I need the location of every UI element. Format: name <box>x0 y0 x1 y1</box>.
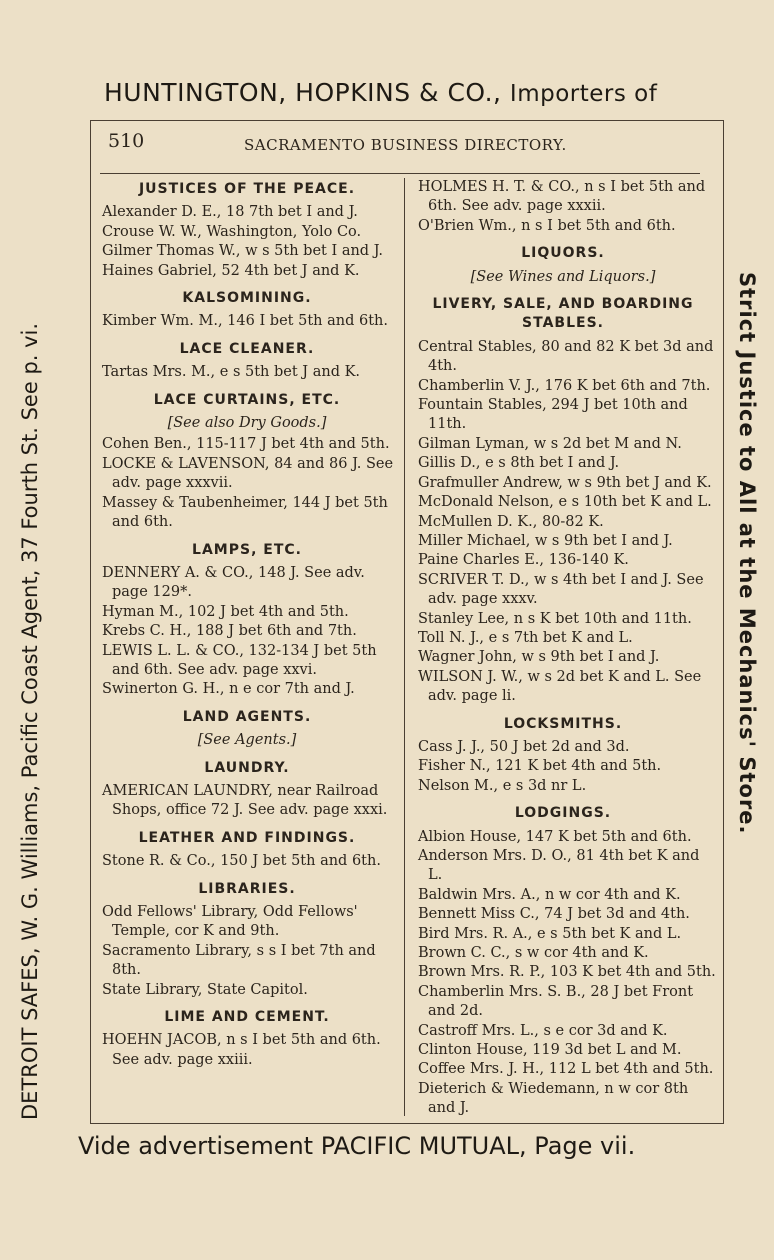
directory-entry: Bennett Miss C., 74 J bet 3d and 4th. <box>418 906 690 923</box>
section-heading: LAUNDRY. <box>204 759 290 776</box>
directory-entry: Paine Charles E., 136-140 K. <box>418 552 629 569</box>
directory-entry: Haines Gabriel, 52 4th bet J and K. <box>102 262 360 279</box>
directory-entry: WILSON J. W., w s 2d bet K and L. See adv. page li. <box>418 668 702 705</box>
directory-entry: Hyman M., 102 J bet 4th and 5th. <box>102 603 349 620</box>
directory-entry: HOEHN JACOB, n s I bet 5th and 6th. See adv. page xxiii. <box>102 1032 381 1068</box>
section-heading: LIME AND CEMENT. <box>164 1009 330 1026</box>
directory-entry: Fountain Stables, 294 J bet 10th and 11th. <box>418 397 688 433</box>
directory-entry: Central Stables, 80 and 82 K bet 3d and 4th. <box>418 338 714 375</box>
directory-entry: Bird Mrs. R. A., e s 5th bet K and L. <box>418 925 682 942</box>
directory-entry: Dieterich & Wiedemann, n w cor 8th and J. <box>418 1080 689 1117</box>
directory-entry: DENNERY A. & CO., 148 J. See adv. page 129*. <box>102 564 365 601</box>
directory-entry: Nelson M., e s 3d nr L. <box>418 777 587 794</box>
directory-entry: Gilmer Thomas W., w s 5th bet I and J. <box>102 243 383 260</box>
directory-entry: LOCKE & LAVENSON, 84 and 86 J. See adv. page xxxvii. <box>102 455 394 492</box>
directory-entry: Chamberlin V. J., 176 K bet 6th and 7th. <box>418 377 711 394</box>
directory-entry: SCRIVER T. D., w s 4th bet I and J. See adv. page xxxv. <box>418 571 704 608</box>
top-banner-main: HUNTINGTON, HOPKINS & CO., <box>104 78 502 107</box>
section-heading: LIVERY, SALE, AND BOARDING STABLES. <box>432 296 694 332</box>
directory-entry: Coffee Mrs. J. H., 112 L bet 4th and 5th. <box>418 1061 714 1078</box>
directory-entry: Odd Fellows' Library, Odd Fellows' Temple, cor K and 9th. <box>102 904 358 940</box>
directory-entry: Clinton House, 119 3d bet L and M. <box>418 1042 682 1059</box>
section-heading: LOCKSMITHS. <box>503 715 623 732</box>
section-heading: LACE CLEANER. <box>179 340 315 357</box>
section-heading: LAND AGENTS. <box>182 708 312 725</box>
section-heading: LAMPS, ETC. <box>192 541 302 558</box>
directory-entry: Stone R. & Co., 150 J bet 5th and 6th. <box>102 853 381 870</box>
directory-entry: Baldwin Mrs. A., n w cor 4th and K. <box>418 886 681 903</box>
directory-entry: Tartas Mrs. M., e s 5th bet J and K. <box>102 364 361 381</box>
page-number: 510 <box>108 130 145 152</box>
section-heading: LEATHER AND FINDINGS. <box>138 829 356 846</box>
directory-entry: Anderson Mrs. D. O., 81 4th bet K and L. <box>418 848 700 884</box>
directory-entry: Massey & Taubenheimer, 144 J bet 5th and 6th. <box>102 494 388 531</box>
section-heading: LIBRARIES. <box>198 880 296 897</box>
right-advertisement-banner: Strict Justice to All at the Mechanics' Store. <box>735 272 759 835</box>
section-cross-reference: [See Agents.] <box>197 732 297 749</box>
directory-entry: O'Brien Wm., n s I bet 5th and 6th. <box>418 217 676 234</box>
directory-entry: McMullen D. K., 80-82 K. <box>418 513 604 530</box>
section-cross-reference: [See also Dry Goods.] <box>167 415 327 432</box>
directory-entry: HOLMES H. T. & CO., n s I bet 5th and 6th. See adv. page xxxii. <box>418 179 706 215</box>
directory-entry: McDonald Nelson, e s 10th bet K and L. <box>418 494 712 511</box>
section-heading: LIQUORS. <box>521 245 605 262</box>
directory-entry: Kimber Wm. M., 146 I bet 5th and 6th. <box>102 313 388 330</box>
section-heading: JUSTICES OF THE PEACE. <box>138 181 356 197</box>
column-divider <box>404 178 405 1116</box>
section-cross-reference: [See Wines and Liquors.] <box>470 268 656 285</box>
directory-entry: Brown C. C., s w cor 4th and K. <box>418 945 649 962</box>
directory-entry: Castroff Mrs. L., s e cor 3d and K. <box>418 1022 668 1039</box>
directory-entry: Gillis D., e s 8th bet I and J. <box>418 455 620 472</box>
directory-entry: LEWIS L. L. & CO., 132-134 J bet 5th and 6th. See adv. page xxvi. <box>102 642 377 678</box>
directory-entry: Miller Michael, w s 9th bet I and J. <box>418 532 673 549</box>
directory-entry: Grafmuller Andrew, w s 9th bet J and K. <box>418 474 712 491</box>
directory-entry: Gilman Lyman, w s 2d bet M and N. <box>418 435 682 452</box>
right-column <box>410 178 716 1119</box>
directory-entry: AMERICAN LAUNDRY, near Railroad Shops, office 72 J. See adv. page xxxi. <box>102 782 388 819</box>
left-advertisement-banner: DETROIT SAFES, W. G. Williams, Pacific Coast Agent, 37 Fourth St. See p. vi. <box>18 322 42 1120</box>
directory-entry: Chamberlin Mrs. S. B., 28 J bet Front and 2d. <box>418 983 694 1020</box>
directory-entry: Toll N. J., e s 7th bet K and L. <box>418 629 633 646</box>
directory-entry: Cohen Ben., 115-117 J bet 4th and 5th. <box>102 436 390 453</box>
directory-entry: Alexander D. E., 18 7th bet I and J. <box>102 204 358 221</box>
left-column <box>94 178 400 1070</box>
directory-entry: Crouse W. W., Washington, Yolo Co. <box>102 223 362 240</box>
header-rule <box>100 173 700 174</box>
section-heading: LODGINGS. <box>514 805 612 822</box>
top-banner-tail: Importers of <box>509 81 658 107</box>
directory-entry: Swinerton G. H., n e cor 7th and J. <box>102 681 355 698</box>
directory-entry: State Library, State Capitol. <box>102 981 308 998</box>
top-advertisement-banner <box>104 78 744 107</box>
directory-entry: Albion House, 147 K bet 5th and 6th. <box>418 828 692 845</box>
section-heading: LACE CURTAINS, ETC. <box>153 391 341 408</box>
directory-entry: Fisher N., 121 K bet 4th and 5th. <box>418 758 662 775</box>
directory-entry: Wagner John, w s 9th bet I and J. <box>418 649 660 666</box>
directory-entry: Sacramento Library, s s I bet 7th and 8th. <box>102 942 376 979</box>
directory-entry: Cass J. J., 50 J bet 2d and 3d. <box>418 738 630 755</box>
directory-entry: Brown Mrs. R. P., 103 K bet 4th and 5th. <box>418 964 716 981</box>
page-header <box>108 130 708 160</box>
bottom-advertisement-banner: Vide advertisement PACIFIC MUTUAL, Page vii. <box>78 1132 636 1160</box>
directory-entry: Krebs C. H., 188 J bet 6th and 7th. <box>102 623 357 640</box>
directory-entry: Stanley Lee, n s K bet 10th and 11th. <box>418 610 692 627</box>
running-head: SACRAMENTO BUSINESS DIRECTORY. <box>244 136 567 154</box>
section-heading: KALSOMINING. <box>182 290 312 307</box>
